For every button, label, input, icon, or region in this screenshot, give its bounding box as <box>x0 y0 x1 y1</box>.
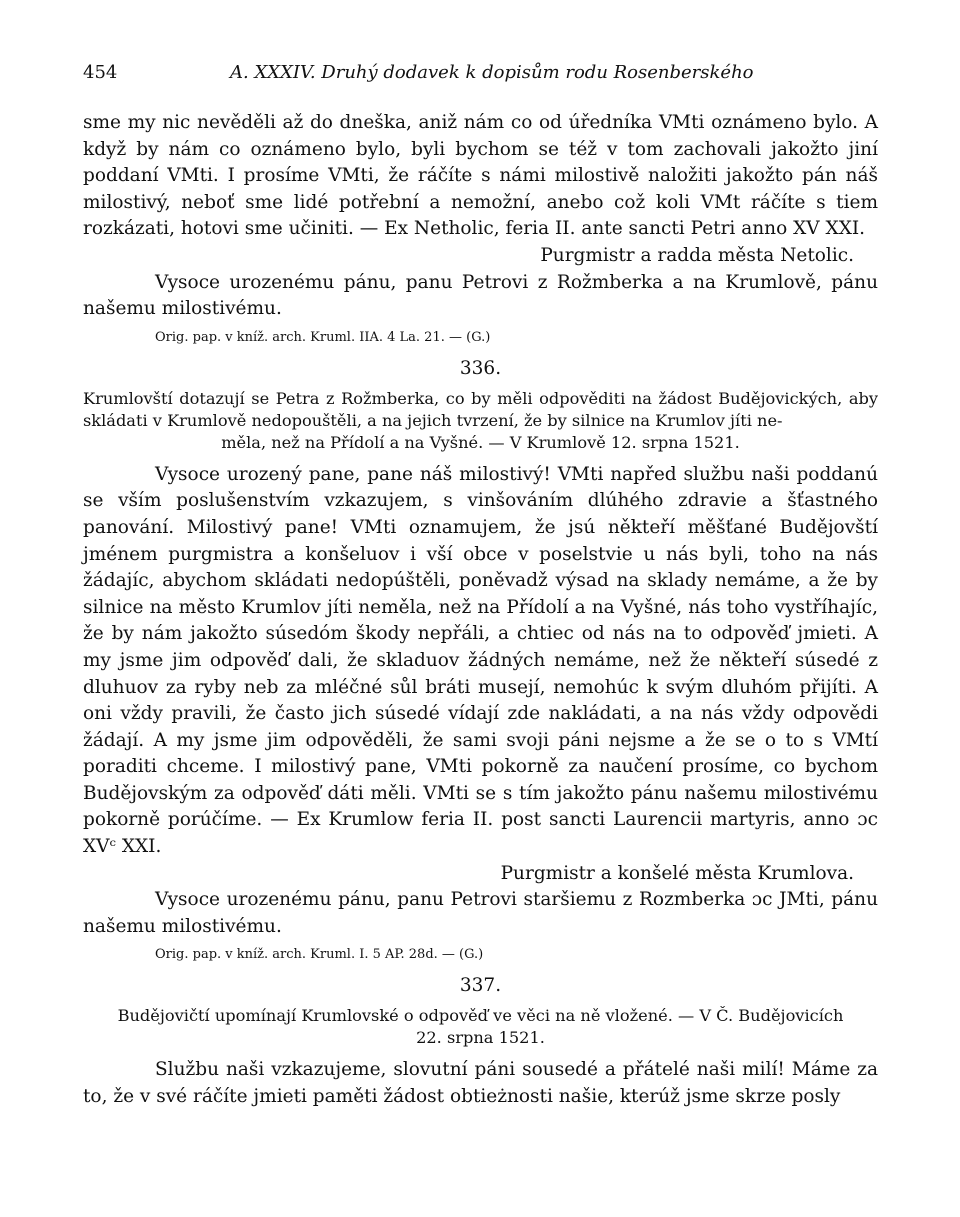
page-number: 454 <box>83 62 118 83</box>
letter-336-regest <box>83 388 878 454</box>
letter-336-signature: Purgmistr a konšelé města Krumlova. <box>500 862 854 884</box>
letter-337-regest-line2: 22. srpna 1521. <box>416 1028 545 1048</box>
letter-337-regest-line1: Budějovičtí upomínají Krumlovské o odpověď ve věci na ně vložené. — V Č. Budějovicích <box>117 1006 844 1026</box>
letter-335-text: sme my nic nevěděli až do dneška, aniž nám co od úředníka VMti oznámeno bylo. A když by nám co oznámeno bylo, byli bychom se též v tom zachovali jakožto jiní poddaní VMti. I prosíme VMti, že ráčíte s námi milostivě naložiti jakožto pán náš milostivý, neboť sme lidé potřební a nemožní, anebo což koli VMt ráčíte s tiem rozkázati, hotovi sme učiniti. — Ex Netholic, feria II. ante sancti Petri anno XV XXI. <box>83 112 878 240</box>
letter-337-text: Službu naši vzkazujeme, slovutní páni sousedé a přátelé naši milí! Máme za to, že v své ráčíte jmieti paměti žádost obtieżnosti našie, kterúž jsme skrze posly <box>83 1059 878 1108</box>
letter-336-number: 336. <box>459 357 502 379</box>
letter-335-address: Vysoce urozenému pánu, panu Petrovi z Rožmberka a na Krumlově, pánu našemu milostivému. <box>83 271 878 320</box>
letter-337-number: 337. <box>459 975 502 997</box>
page-header <box>83 62 878 88</box>
letter-337-regest <box>83 1005 878 1049</box>
letter-335-source: Orig. pap. v kníž. arch. Kruml. IIA. 4 La. 21. — (G.) <box>155 329 491 345</box>
letter-336-regest-line2: měla, než na Přídolí a na Vyšné. — V Krumlově 12. srpna 1521. <box>221 432 740 452</box>
letter-336-regest-line1: Krumlovští dotazují se Petra z Rožmberka, co by měli odpověditi na žádost Budějovických, aby skládati v Krumlově nedopouštěli, a na jejich tvrzení, že by silnice na Krumlov jíti ne- <box>83 388 878 430</box>
running-title: A. XXXIV. Druhý dodavek k dopisům rodu Rosenberského <box>230 62 754 83</box>
letter-336-source: Orig. pap. v kníž. arch. Kruml. I. 5 AP. 28d. — (G.) <box>155 947 484 963</box>
letter-335-signature: Purgmistr a radda města Netolic. <box>540 244 854 266</box>
letter-336-text: Vysoce urozený pane, pane náš milostivý! VMti napřed službu naši poddanú se vším poslušenstvím vzkazujem, s vinšováním dlúhého zdravie a šťastného panování. Milostivý pane! VMti oznamujem, že jsú někteří měšťané Budějovští jménem purgmistra a konšeluov i vší obce v poselstvie u nás byli, toho na nás žádajíc, abychom skládati nedopúštěli, poněvadž výsad na sklady nemáme, a že by silnice na město Krumlov jíti neměla, než na Přídolí a na Vyšné, nás toho vystříhajíc, že by nám jakožto súsedóm škody nepřáli, a chtiec od nás na to odpověď jmieti. A my jsme jim odpověď dali, že skladuov žádných nemáme, než že někteří súsedé z dluhuov za ryby neb za mléčné sůl bráti musejí, nemohúc k svým dluhóm přijíti. A oni vždy pravili, že často jich súsedé vídají zde nakládati, a na nás vždy odpovědi žádají. A my jsme jim odpověděli, že sami svoji páni nejsme a že se o to s VMtí poraditi chceme. I milostivý pane, VMti pokorně za naučení prosíme, co bychom Budějovským za odpověď dáti měli. VMti se s tím jakožto pánu našemu milostivému pokorně porúčíme. — Ex Krumlow feria II. post sancti Laurencii martyris, anno ɔc XVᶜ XXI. <box>83 463 878 858</box>
letter-336-address: Vysoce urozenému pánu, panu Petrovi staršiemu z Rozmberka ɔc JMti, pánu našemu milostivému. <box>83 889 878 937</box>
page-body <box>83 110 878 1111</box>
